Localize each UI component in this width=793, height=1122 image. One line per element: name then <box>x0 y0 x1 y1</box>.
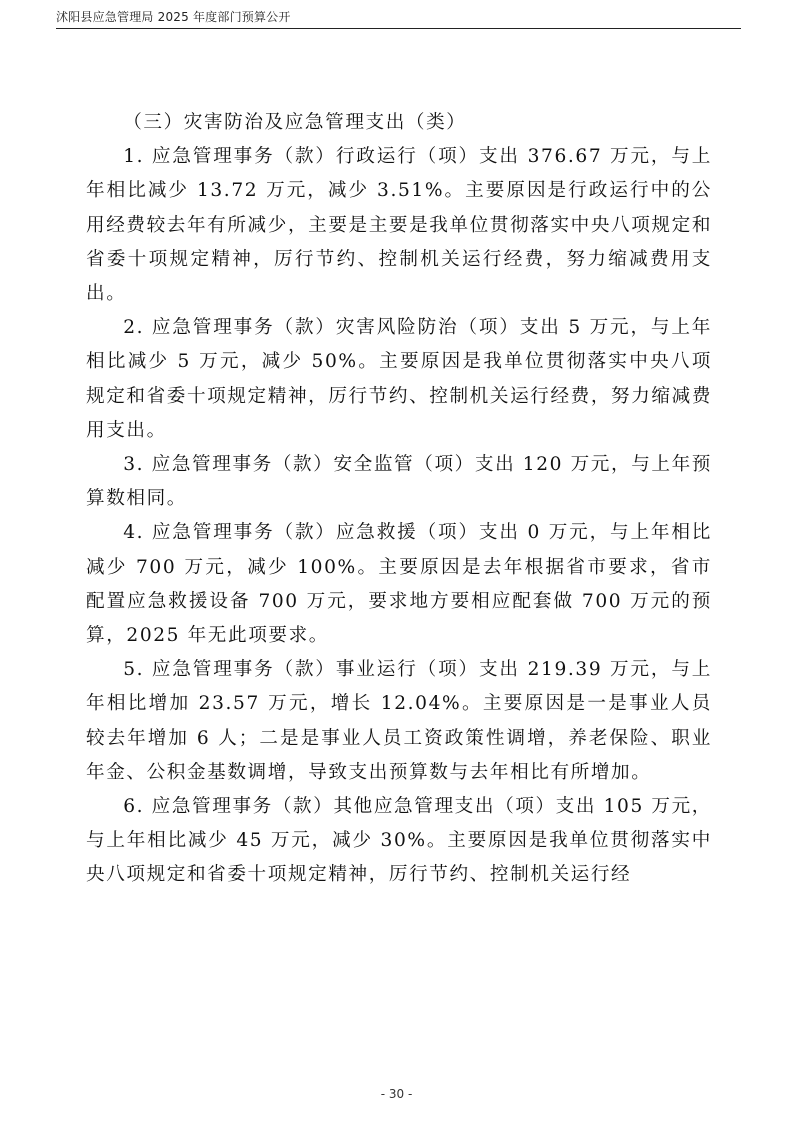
page-header <box>56 6 741 29</box>
page-number: - 30 - <box>380 1087 413 1101</box>
paragraph-5: 5. 应急管理事务（款）事业运行（项）支出 219.39 万元，与上年相比增加 23.57 万元，增长 12.04%。主要原因是一是事业人员较去年增加 6 人；二是是事业人员工资政策性调增，养老保险、职业年金、公积金基数调增，导致支出预算数与去年相比有所增加。 <box>86 659 712 783</box>
paragraph-6: 6. 应急管理事务（款）其他应急管理支出（项）支出 105 万元，与上年相比减少 45 万元，减少 30%。主要原因是我单位贯彻落实中央八项规定和省委十项规定精神，厉行节约、控制机关运行经 <box>86 796 712 886</box>
page-footer <box>0 1087 793 1101</box>
paragraph-1: 1. 应急管理事务（款）行政运行（项）支出 376.67 万元，与上年相比减少 13.72 万元，减少 3.51%。主要原因是行政运行中的公用经费较去年有所减少，主要是主要是我单位贯彻落实中央八项规定和省委十项规定精神，厉行节约、控制机关运行经费，努力缩减费用支出。 <box>86 146 713 305</box>
header-title: 沭阳县应急管理局 2025 年度部门预算公开 <box>56 10 291 24</box>
document-body <box>86 106 712 893</box>
paragraph-3: 3. 应急管理事务（款）安全监管（项）支出 120 万元，与上年预算数相同。 <box>86 454 712 510</box>
section-heading: （三）灾害防治及应急管理支出（类） <box>123 112 467 133</box>
paragraph-4: 4. 应急管理事务（款）应急救援（项）支出 0 万元，与上年相比减少 700 万元，减少 100%。主要原因是去年根据省市要求，省市配置应急救援设备 700 万元，要求地方要相应配套做 700 万元的预算，2025 年无此项要求。 <box>86 522 712 647</box>
paragraph-2: 2. 应急管理事务（款）灾害风险防治（项）支出 5 万元，与上年相比减少 5 万元，减少 50%。主要原因是我单位贯彻落实中央八项规定和省委十项规定精神，厉行节约、控制机关运行经费，努力缩减费用支出。 <box>86 317 713 441</box>
